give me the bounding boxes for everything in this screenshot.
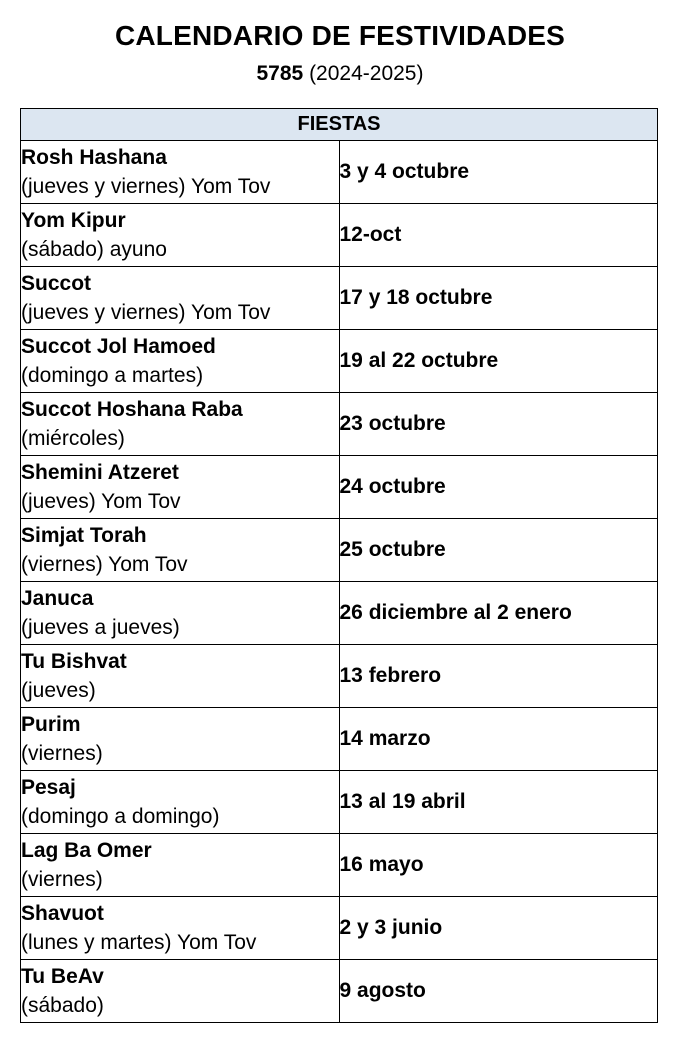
festival-date: 13 al 19 abril — [339, 771, 658, 834]
festival-detail: (jueves y viernes) Yom Tov — [21, 301, 271, 324]
table-row — [21, 519, 658, 582]
festival-name: Yom Kipur — [21, 209, 126, 232]
festival-name: Succot Hoshana Raba — [21, 398, 243, 421]
festival-date: 2 y 3 junio — [339, 897, 658, 960]
festival-cell — [21, 834, 340, 897]
festival-name: Januca — [21, 587, 94, 610]
table-row — [21, 267, 658, 330]
festival-cell — [21, 582, 340, 645]
festivals-table — [20, 108, 658, 1023]
festival-detail: (viernes) — [21, 868, 103, 891]
table-row — [21, 456, 658, 519]
festival-date: 13 febrero — [339, 645, 658, 708]
festival-date: 19 al 22 octubre — [339, 330, 658, 393]
festival-detail: (viernes) — [21, 742, 103, 765]
festival-detail: (lunes y martes) Yom Tov — [21, 931, 257, 954]
table-header-row — [21, 109, 658, 141]
festival-detail: (jueves) — [21, 679, 96, 702]
festival-cell — [21, 771, 340, 834]
festival-cell — [21, 141, 340, 204]
festival-cell — [21, 267, 340, 330]
festival-name: Simjat Torah — [21, 524, 147, 547]
festival-detail: (jueves a jueves) — [21, 616, 180, 639]
table-row — [21, 771, 658, 834]
festival-cell — [21, 708, 340, 771]
festival-name: Succot — [21, 272, 92, 295]
table-row — [21, 330, 658, 393]
table-row — [21, 582, 658, 645]
table-row — [21, 645, 658, 708]
table-row — [21, 708, 658, 771]
festival-date: 12-oct — [339, 204, 658, 267]
table-row — [21, 897, 658, 960]
festival-name: Shavuot — [21, 902, 104, 925]
festival-name: Tu BeAv — [21, 965, 104, 988]
festival-detail: (miércoles) — [21, 427, 125, 450]
festival-cell — [21, 519, 340, 582]
festival-date: 24 octubre — [339, 456, 658, 519]
table-header: FIESTAS — [21, 109, 658, 141]
festival-cell — [21, 897, 340, 960]
table-body — [21, 141, 658, 1023]
festival-date: 3 y 4 octubre — [339, 141, 658, 204]
festival-date: 17 y 18 octubre — [339, 267, 658, 330]
festival-detail: (jueves) Yom Tov — [21, 490, 181, 513]
festival-detail: (sábado) — [21, 994, 104, 1017]
festival-date: 9 agosto — [339, 960, 658, 1023]
festival-date: 25 octubre — [339, 519, 658, 582]
festival-detail: (domingo a domingo) — [21, 805, 220, 828]
festival-date: 23 octubre — [339, 393, 658, 456]
festival-date: 16 mayo — [339, 834, 658, 897]
festival-detail: (domingo a martes) — [21, 364, 204, 387]
festival-cell — [21, 330, 340, 393]
gregorian-range: (2024-2025) — [309, 62, 424, 85]
festival-cell — [21, 393, 340, 456]
table-row — [21, 834, 658, 897]
table-row — [21, 204, 658, 267]
festival-cell — [21, 960, 340, 1023]
festival-name: Pesaj — [21, 776, 76, 799]
festival-name: Tu Bishvat — [21, 650, 127, 673]
hebrew-year: 5785 — [256, 62, 304, 85]
festival-date: 26 diciembre al 2 enero — [339, 582, 658, 645]
festival-detail: (jueves y viernes) Yom Tov — [21, 175, 271, 198]
table-row — [21, 960, 658, 1023]
festival-name: Rosh Hashana — [21, 146, 167, 169]
festival-detail: (viernes) Yom Tov — [21, 553, 188, 576]
festival-detail: (sábado) ayuno — [21, 238, 167, 261]
festival-name: Lag Ba Omer — [21, 839, 152, 862]
page-subtitle — [0, 60, 680, 88]
festival-date: 14 marzo — [339, 708, 658, 771]
festival-name: Purim — [21, 713, 81, 736]
festival-cell — [21, 204, 340, 267]
table-row — [21, 141, 658, 204]
festival-name: Shemini Atzeret — [21, 461, 179, 484]
festival-cell — [21, 645, 340, 708]
table-row — [21, 393, 658, 456]
page-title: CALENDARIO DE FESTIVIDADES — [114, 20, 566, 51]
festival-name: Succot Jol Hamoed — [21, 335, 216, 358]
festival-cell — [21, 456, 340, 519]
